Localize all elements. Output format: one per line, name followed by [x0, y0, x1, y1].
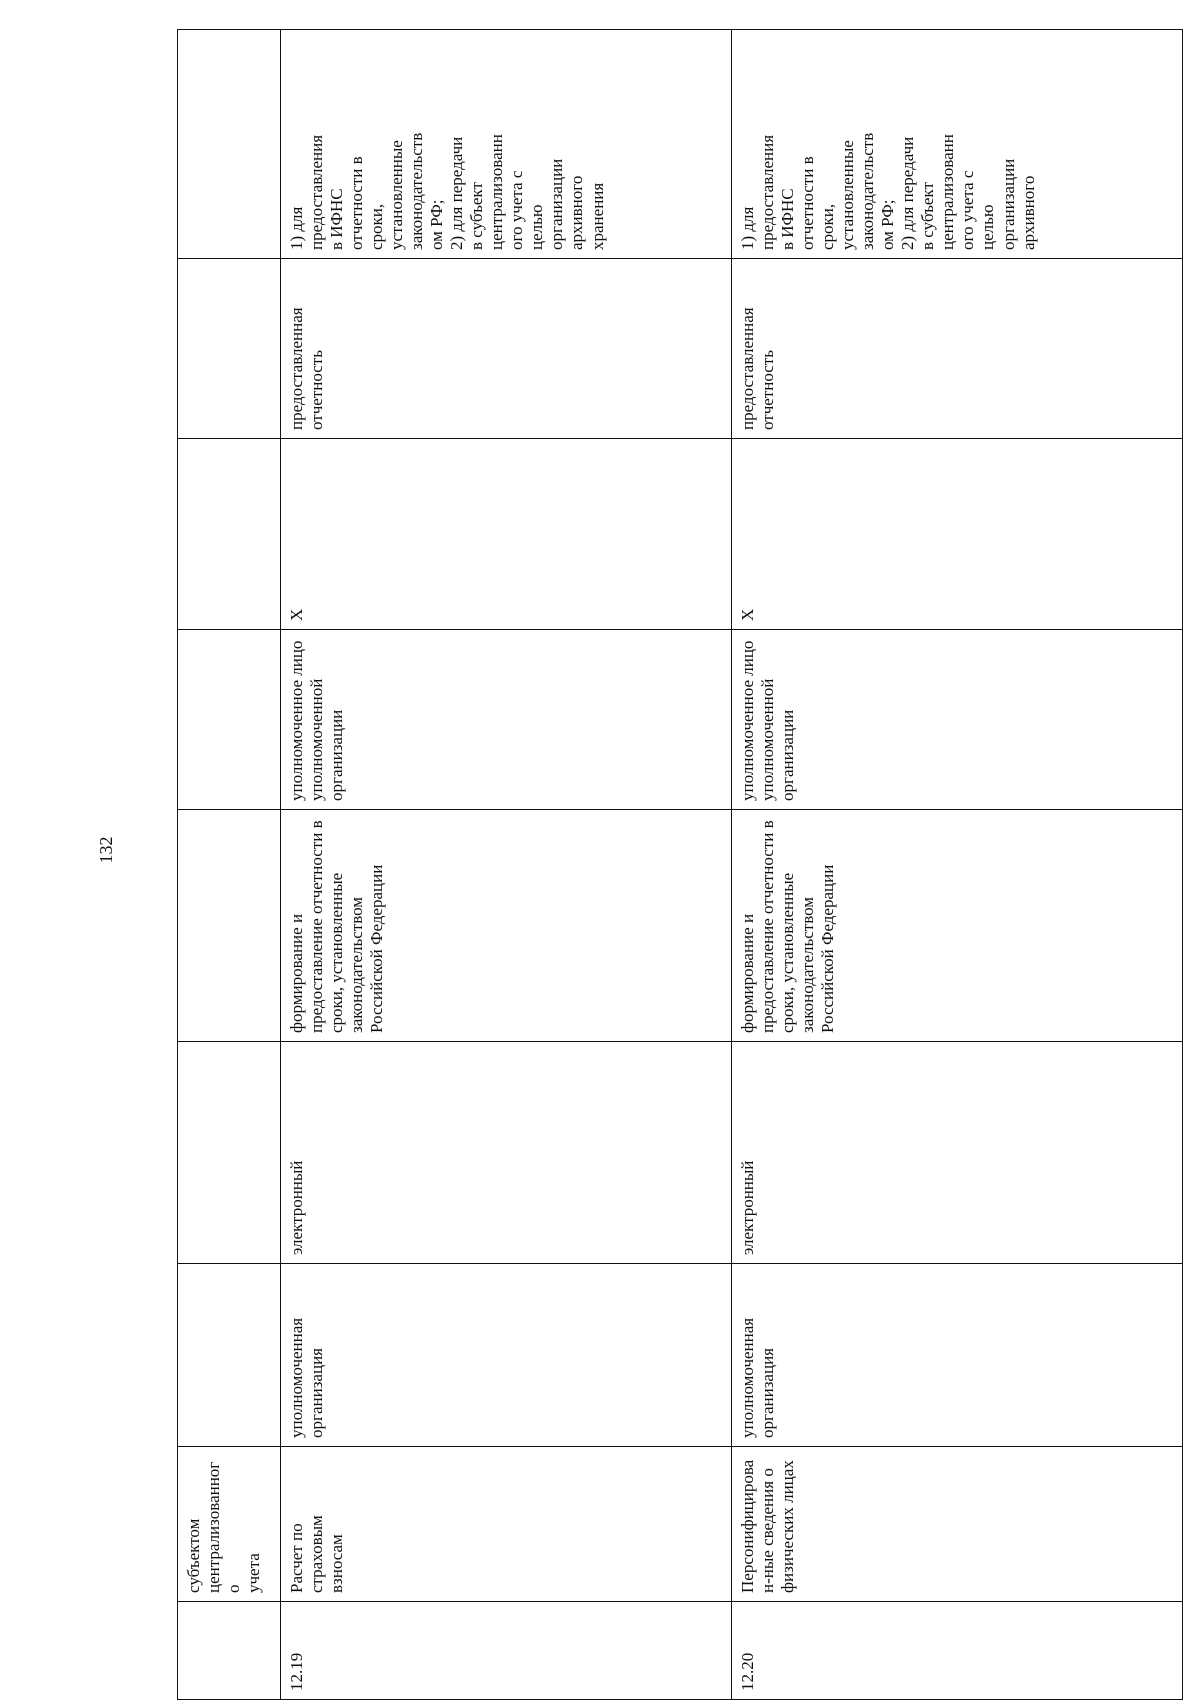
- cell-purpose: 1) для предоставления в ИФНС отчетности в сроки, установленные законодательств ом РФ; 2) для передачи в субъект централизованн ого учета с целью организации архивного хранения: [280, 30, 731, 259]
- cell-action: формирование и предоставление отчетности в сроки, установленные законодательством Российской Федерации: [731, 810, 1182, 1042]
- cell-result: [178, 259, 281, 439]
- table-row-continuation: [178, 30, 281, 1700]
- cell-mark: Х: [280, 439, 731, 630]
- cell-responsible: уполномоченная организация: [731, 1264, 1182, 1447]
- cell-purpose: 1) для предоставления в ИФНС отчетности в сроки, установленные законодательств ом РФ; 2) для передачи в субъект централизованн ого учета с целью организации архивного: [731, 30, 1182, 259]
- cell-purpose: [178, 30, 281, 259]
- cell-document: субъектом централизованного учета: [178, 1447, 281, 1602]
- cell-document: Персонифицирован-ные сведения о физических лицах: [731, 1447, 1182, 1602]
- table-row: [731, 30, 1182, 1700]
- cell-result: предоставленная отчетность: [731, 259, 1182, 439]
- cell-format: электронный: [731, 1042, 1182, 1264]
- cell-signer: уполномоченное лицо уполномоченной организации: [731, 630, 1182, 810]
- cell-action: формирование и предоставление отчетности в сроки, установленные законодательством Российской Федерации: [280, 810, 731, 1042]
- cell-signer: [178, 630, 281, 810]
- table-row: [280, 30, 731, 1700]
- rotated-table-container: [177, 30, 1183, 1700]
- page-number: 132: [96, 836, 116, 864]
- register-table: [177, 29, 1183, 1700]
- cell-document: Расчет по страховым взносам: [280, 1447, 731, 1602]
- cell-num: 12.20: [731, 1602, 1182, 1700]
- cell-mark: Х: [731, 439, 1182, 630]
- cell-format: [178, 1042, 281, 1264]
- cell-mark: [178, 439, 281, 630]
- cell-result: предоставленная отчетность: [280, 259, 731, 439]
- cell-responsible: [178, 1264, 281, 1447]
- cell-action: [178, 810, 281, 1042]
- cell-responsible: уполномоченная организация: [280, 1264, 731, 1447]
- cell-num: 12.19: [280, 1602, 731, 1700]
- cell-signer: уполномоченное лицо уполномоченной организации: [280, 630, 731, 810]
- cell-num: [178, 1602, 281, 1700]
- cell-format: электронный: [280, 1042, 731, 1264]
